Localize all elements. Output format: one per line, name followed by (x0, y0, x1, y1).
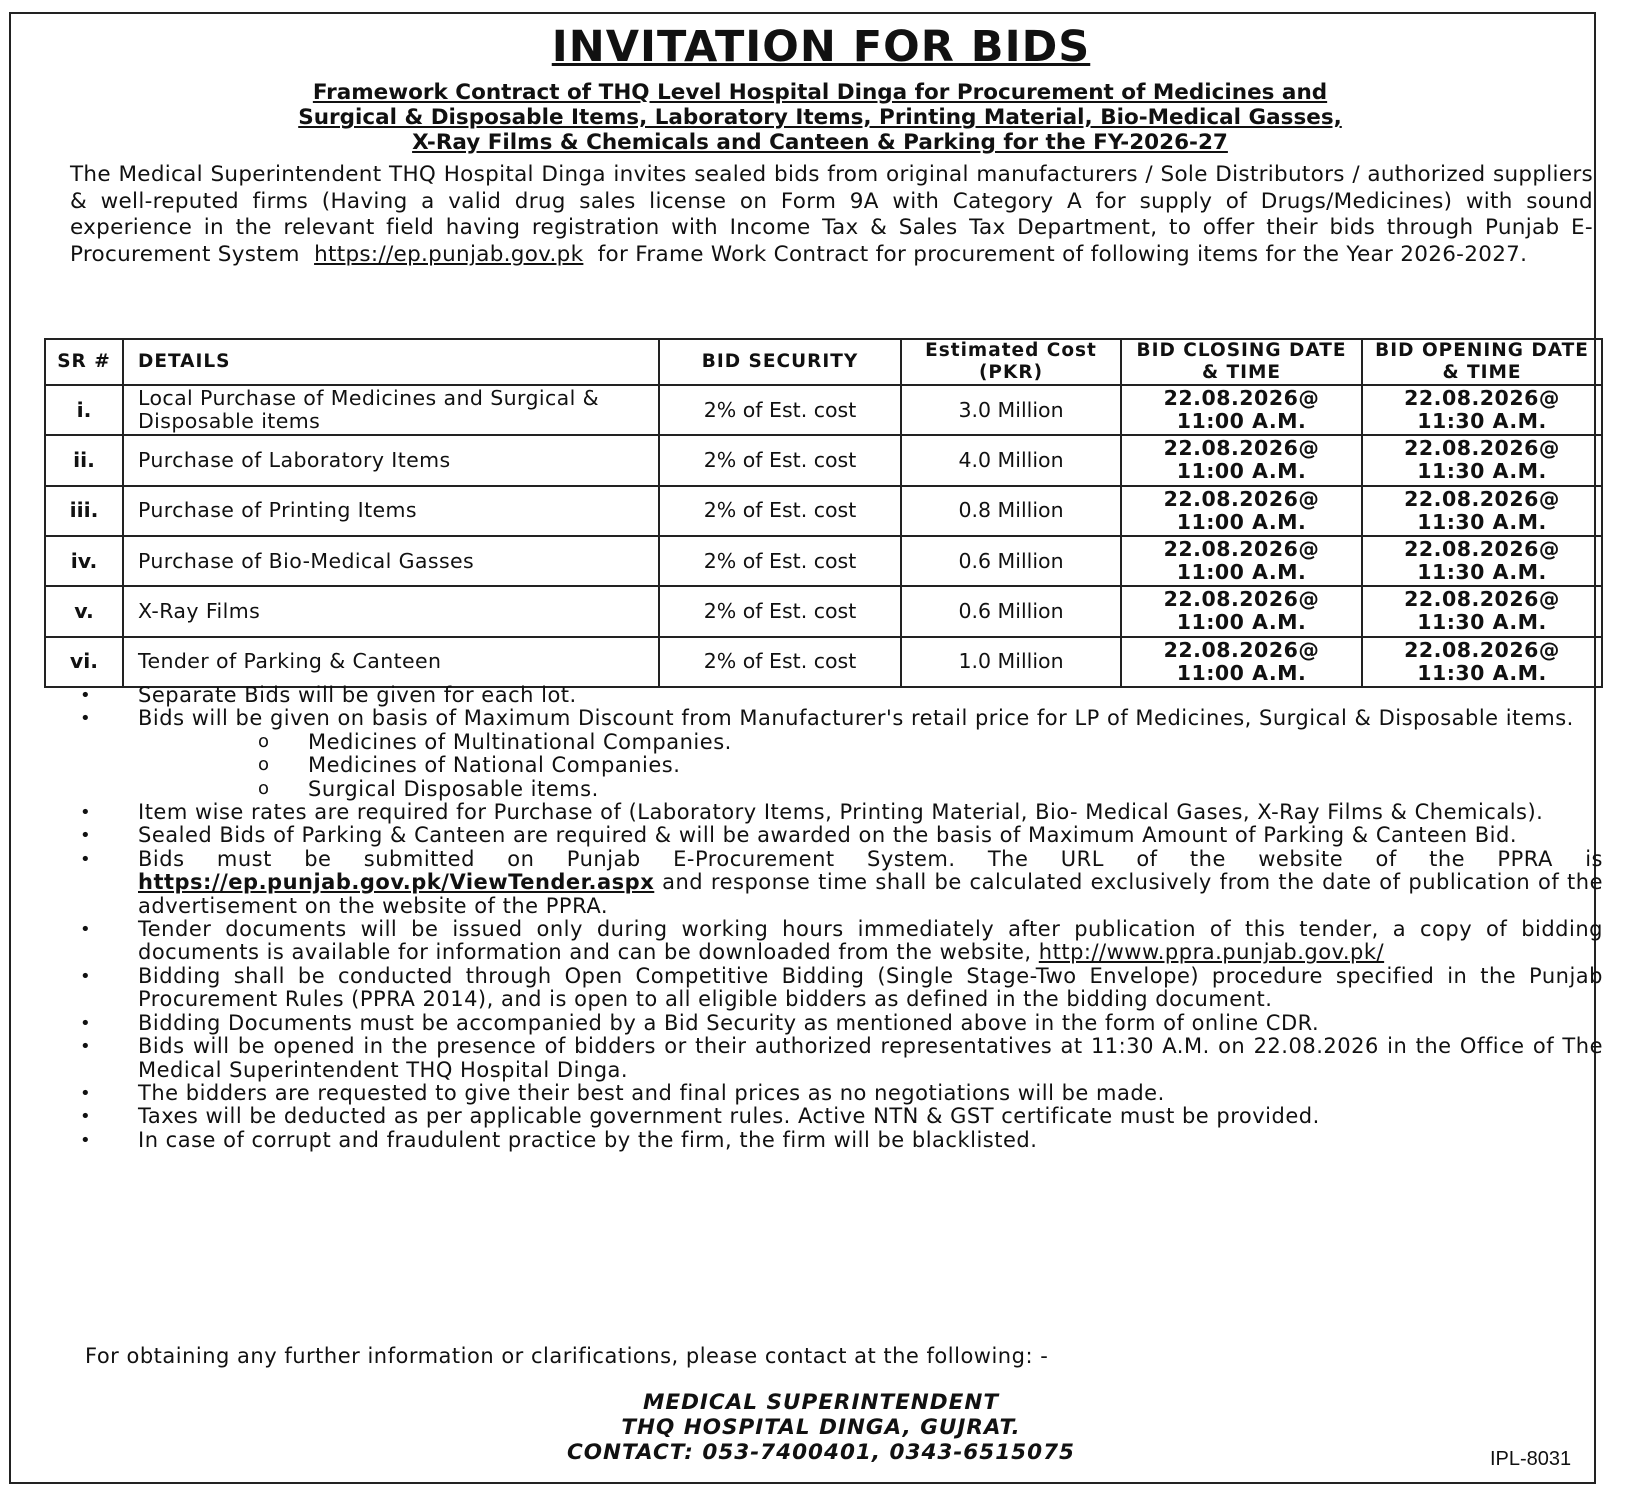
row-details: Tender of Parking & Canteen (123, 637, 659, 687)
header-bid-opening: BID OPENING DATE & TIME (1362, 339, 1602, 385)
opening-time: 11:30 A.M. (1417, 409, 1547, 434)
signatory-office: THQ HOSPITAL DINGA, GUJRAT. (621, 1415, 1021, 1440)
term-taxes: • Taxes will be deducted as per applicable government rules. Active NTN & GST certificate must be provided. (80, 1105, 1603, 1128)
table-row (45, 385, 1602, 435)
header-details: DETAILS (123, 339, 659, 385)
sub-item: o Surgical Disposable items. (258, 778, 1603, 801)
opening-date: 22.08.2026@ (1404, 386, 1560, 411)
row-closing (1121, 586, 1362, 636)
term-final-prices: • The bidders are requested to give their best and final prices as no negotiations will be made. (80, 1082, 1603, 1105)
header-estimated-cost: Estimated Cost (PKR) (901, 339, 1121, 385)
contact-note: For obtaining any further information or clarifications, please contact at the following: - (85, 1344, 1049, 1368)
eprocurement-link[interactable]: https://ep.punjab.gov.pk (314, 242, 584, 268)
closing-date: 22.08.2026@ (1163, 386, 1320, 411)
discount-sublist (138, 731, 1603, 801)
table-row (45, 486, 1602, 536)
table-row (45, 435, 1602, 485)
row-sr: ii. (45, 435, 123, 485)
term-opening: • Bids will be opened in the presence of bidders or their authorized representatives at 11:30 A.M. on 22.08.2026 in the Office of The Medical Superintendent THQ Hospital Dinga. (80, 1035, 1603, 1082)
row-details: X-Ray Films (123, 586, 659, 636)
term-bid-security: • Bidding Documents must be accompanied by a Bid Security as mentioned above in the form of online CDR. (80, 1012, 1603, 1035)
row-cost: 0.6 Million (901, 586, 1121, 636)
closing-date: 22.08.2026@ (1163, 486, 1320, 511)
signatory-title: MEDICAL SUPERINTENDENT (642, 1390, 999, 1415)
term-documents-text: Tender documents will be issued only during working hours immediately after publication of this tender, a copy of bidding documents is available for information and can be downloaded from the website, (138, 917, 1603, 965)
intro-paragraph (70, 162, 1593, 269)
closing-time: 11:00 A.M. (1176, 660, 1307, 685)
table-row (45, 536, 1602, 586)
table-header-row (45, 339, 1602, 385)
closing-time: 11:00 A.M. (1176, 610, 1307, 635)
closing-date: 22.08.2026@ (1163, 537, 1320, 562)
opening-time: 11:30 A.M. (1417, 459, 1547, 484)
opening-time: 11:30 A.M. (1417, 509, 1547, 534)
signature-block (0, 1390, 1642, 1465)
row-cost: 0.8 Million (901, 486, 1121, 536)
row-sr: v. (45, 586, 123, 636)
page-title: INVITATION FOR BIDS (551, 22, 1091, 72)
view-tender-link[interactable]: https://ep.punjab.gov.pk/ViewTender.aspx (138, 870, 655, 895)
row-closing (1121, 486, 1362, 536)
row-cost: 4.0 Million (901, 435, 1121, 485)
closing-time: 11:00 A.M. (1176, 409, 1307, 434)
header-sr: SR # (45, 339, 123, 385)
closing-time: 11:00 A.M. (1176, 509, 1307, 534)
term-blacklist: • In case of corrupt and fraudulent practice by the firm, the firm will be blacklisted. (80, 1129, 1603, 1152)
opening-date: 22.08.2026@ (1404, 637, 1560, 662)
subtitle (60, 80, 1580, 155)
row-security: 2% of Est. cost (659, 536, 901, 586)
row-details: Local Purchase of Medicines and Surgical & Disposable items (123, 385, 659, 435)
row-details: Purchase of Bio-Medical Gasses (123, 536, 659, 586)
contact-numbers: CONTACT: 053-7400401, 0343-6515075 (566, 1440, 1076, 1465)
row-cost: 3.0 Million (901, 385, 1121, 435)
terms-list (80, 684, 1603, 1152)
term-submission-text-end: and response time shall be calculated exclusively from the date of publication of the advertisement on the website of the PPRA. (138, 870, 1603, 918)
closing-time: 11:00 A.M. (1176, 560, 1307, 585)
subtitle-line: Surgical & Disposable Items, Laboratory Items, Printing Material, Bio-Medical Gasses, (298, 105, 1342, 130)
row-opening (1362, 486, 1602, 536)
opening-date: 22.08.2026@ (1404, 486, 1560, 511)
term-procedure: • Bidding shall be conducted through Open Competitive Bidding (Single Stage-Two Envelope) procedure specified in the Punjab Procurement Rules (PPRA 2014), and is open to all eligible bidders as defined in the bidding document. (80, 965, 1603, 1012)
term-discount-text: Bids will be given on basis of Maximum Discount from Manufacturer's retail price for LP of Medicines, Surgical & Disposable items. (138, 706, 1574, 731)
row-closing (1121, 435, 1362, 485)
row-sr: iv. (45, 536, 123, 586)
term-submission-text: Bids must be submitted on Punjab E-Procurement System. The URL of the website of the PPRA is (138, 846, 1603, 871)
term-documents (80, 918, 1603, 965)
bids-table (44, 338, 1603, 688)
row-security: 2% of Est. cost (659, 586, 901, 636)
header-bid-closing: BID CLOSING DATE & TIME (1121, 339, 1362, 385)
row-opening (1362, 637, 1602, 687)
intro-text-end: for Frame Work Contract for procurement of following items for the Year 2026-2027. (597, 242, 1528, 268)
closing-time: 11:00 A.M. (1176, 459, 1307, 484)
opening-time: 11:30 A.M. (1417, 660, 1547, 685)
opening-time: 11:30 A.M. (1417, 560, 1547, 585)
row-sr: iii. (45, 486, 123, 536)
header-bid-security: BID SECURITY (659, 339, 901, 385)
row-sr: vi. (45, 637, 123, 687)
table-row (45, 586, 1602, 636)
opening-date: 22.08.2026@ (1404, 587, 1560, 612)
row-cost: 0.6 Million (901, 536, 1121, 586)
closing-date: 22.08.2026@ (1163, 637, 1320, 662)
opening-date: 22.08.2026@ (1404, 537, 1560, 562)
ppra-link[interactable]: http://www.ppra.punjab.gov.pk/ (1038, 940, 1385, 965)
row-security: 2% of Est. cost (659, 435, 901, 485)
term-parking: • Sealed Bids of Parking & Canteen are required & will be awarded on the basis of Maximum Amount of Parking & Canteen Bid. (80, 824, 1603, 847)
closing-date: 22.08.2026@ (1163, 587, 1320, 612)
sub-item: o Medicines of Multinational Companies. (258, 731, 1603, 754)
term-submission (80, 848, 1603, 918)
row-closing (1121, 637, 1362, 687)
closing-date: 22.08.2026@ (1163, 436, 1320, 461)
opening-time: 11:30 A.M. (1417, 610, 1547, 635)
row-cost: 1.0 Million (901, 637, 1121, 687)
intro-text: The Medical Superintendent THQ Hospital Dinga invites sealed bids from original manufacturers / Sole Distributors / authorized suppliers & well-reputed firms (Having a valid drug sales license on Form 9A with Category A for supply of Drugs/Medicines) with sound experience in the relevant field having registration with Income Tax & Sales Tax Department, to offer their bids through Punjab E-Procurement System (70, 162, 1593, 268)
row-sr: i. (45, 385, 123, 435)
reference-code: IPL-8031 (1490, 1448, 1572, 1470)
row-closing (1121, 536, 1362, 586)
row-opening (1362, 586, 1602, 636)
row-opening (1362, 385, 1602, 435)
row-opening (1362, 435, 1602, 485)
term-item-wise: • Item wise rates are required for Purchase of (Laboratory Items, Printing Material, Bio- Medical Gases, X-Ray Films & Chemicals). (80, 801, 1603, 824)
row-closing (1121, 385, 1362, 435)
term-discount (80, 707, 1603, 801)
row-details: Purchase of Laboratory Items (123, 435, 659, 485)
subtitle-line: Framework Contract of THQ Level Hospital Dinga for Procurement of Medicines and (312, 80, 1328, 105)
table-row (45, 637, 1602, 687)
row-security: 2% of Est. cost (659, 385, 901, 435)
row-security: 2% of Est. cost (659, 486, 901, 536)
row-details: Purchase of Printing Items (123, 486, 659, 536)
opening-date: 22.08.2026@ (1404, 436, 1560, 461)
term-separate-bids: • Separate Bids will be given for each lot. (80, 684, 1603, 707)
sub-item: o Medicines of National Companies. (258, 754, 1603, 777)
subtitle-line: X-Ray Films & Chemicals and Canteen & Parking for the FY-2026-27 (412, 130, 1228, 155)
row-security: 2% of Est. cost (659, 637, 901, 687)
row-opening (1362, 536, 1602, 586)
